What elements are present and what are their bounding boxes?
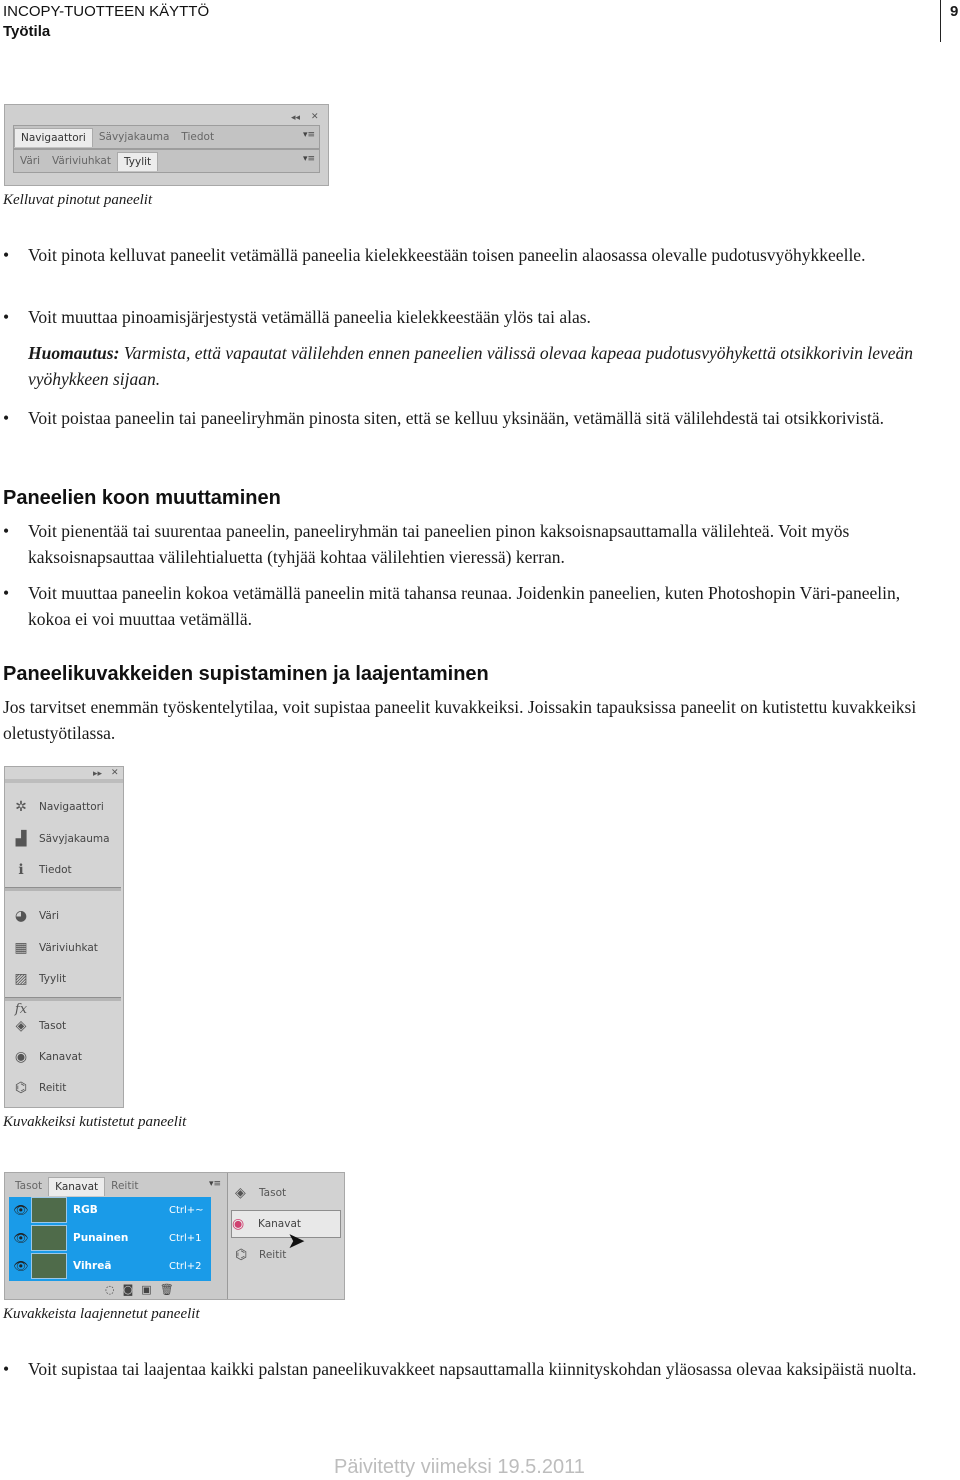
visibility-eye-icon[interactable]: 👁 [13,1259,29,1273]
note-text: Varmista, että vapautat välilehden ennen paneelien välissä olevaa kapeaa pudotusvyöhykettä otsikkorivin leveän vyöhykkeen sijaan. [28,343,914,389]
load-selection-icon[interactable]: ◌ [105,1283,123,1296]
list-item: • Voit pienentää tai suurentaa paneelin, paneeliryhmän tai paneelien pinon kaksoisnapsauttamalla välilehteä. Voit myös kaksoisnapsauttaa välilehtialuetta (tyhjää kohtaa välilehtien vieressä) kerran. [3,521,850,567]
icon-button-label: Tasot [259,1187,287,1199]
collapsed-panels-figure [4,766,124,1108]
visibility-eye-icon[interactable]: 👁 [13,1231,29,1245]
channels-icon: ◉ [14,1049,28,1065]
collapse-arrows-icon[interactable]: ◂◂ [291,113,301,123]
section-title: Työtila [3,23,51,40]
list-item: • Voit muuttaa paneelin kokoa vetämällä paneelin mitä tahansa reunaa. Joidenkin paneelien, kuten Photoshopin Väri-paneelin, kokoa ei voi muuttaa vetämällä. [3,583,901,629]
section-heading: Paneelien koon muuttaminen [3,487,281,509]
panel-icon-kanavat[interactable] [11,1043,82,1071]
visibility-eye-icon[interactable]: 👁 [13,1203,29,1217]
panel-icon-navigaattori[interactable] [11,793,104,821]
list-item: • Voit muuttaa pinoamisjärjestystä vetämällä paneelia kielekkeestään ylös tai alas. [3,307,591,327]
figure-caption: Kuvakkeista laajennetut paneelit [3,1306,200,1322]
panel-icon-vari[interactable] [11,902,59,930]
panel-icon-label: Väriviuhkat [39,942,98,954]
channel-thumbnail [31,1197,67,1223]
document-title: INCOPY-TUOTTEEN KÄYTTÖ [3,3,210,20]
stacked-panels-figure [4,104,329,186]
panel-icon-reitit[interactable] [11,1074,66,1102]
tab-vari[interactable]: Väri [20,155,41,167]
paths-icon: ⌬ [14,1080,28,1096]
panel-icon-tyylit[interactable] [11,965,66,993]
channel-thumbnail [31,1253,67,1279]
note-label: Huomautus: [28,343,120,363]
channel-thumbnail [31,1225,67,1251]
section-heading: Paneelikuvakkeiden supistaminen ja laajentaminen [3,663,489,685]
panel-icon-label: Sävyjakauma [39,833,110,845]
channels-icon: ◉ [232,1216,245,1232]
panel-menu-icon[interactable]: ▾≡ [302,130,315,140]
mouse-cursor-icon: ➤ [287,1229,306,1254]
save-selection-icon[interactable]: ◙ [122,1283,142,1296]
panel-row-1 [13,125,320,149]
paragraph: Jos tarvitset enemmän työskentelytilaa, voit supistaa paneelit kuvakkeiksi. Joissakin tapauksissa paneelit on kutistettu kuvakkeiksi oletustyötilassa. [3,697,917,743]
channel-name: Punainen [73,1232,129,1244]
panel-footer-buttons [105,1283,182,1296]
delete-icon[interactable]: 🗑 [159,1283,182,1296]
new-channel-icon[interactable]: ▣ [141,1283,160,1296]
histogram-icon: ▟ [15,831,27,847]
list-item: • Voit pinota kelluvat paneelit vetämällä paneelia kielekkeestään toisen paneelin alaosassa olevalle pudotusvyöhykkeelle. [3,245,866,265]
info-icon: ℹ [18,862,24,878]
tab-tyylit[interactable]: Tyylit [117,152,158,171]
expanded-panels-figure [4,1172,345,1300]
icon-button-kanavat[interactable] [231,1210,341,1238]
channel-shortcut: Ctrl+~ [169,1204,204,1216]
group-divider [5,887,121,891]
panel-icon-tasot[interactable] [11,1012,66,1040]
tab-reitit[interactable]: Reitit [111,1180,139,1192]
tab-variviuhkat[interactable]: Väriviuhkat [52,155,111,167]
channel-name: RGB [73,1204,98,1216]
panel-menu-icon[interactable]: ▾≡ [302,154,315,164]
expand-arrows-icon[interactable]: ▸▸ [93,769,103,779]
tab-navigaattori[interactable]: Navigaattori [14,128,93,147]
panel-icon-savyjakauma[interactable] [11,825,110,853]
group-divider [5,997,121,1001]
tab-kanavat[interactable]: Kanavat [48,1177,105,1196]
tab-tasot[interactable]: Tasot [15,1180,43,1192]
header-divider [940,0,941,42]
panel-icon-tiedot[interactable] [11,856,72,884]
icon-button-label: Kanavat [258,1218,301,1230]
note [28,340,928,392]
styles-icon: ▨ [14,971,28,987]
navigator-icon: ✲ [15,799,27,815]
layers-icon: ◈ [15,1018,27,1034]
channel-row[interactable] [11,1253,211,1279]
list-item: • Voit poistaa paneelin tai paneeliryhmän pinosta siten, että se kelluu yksinään, vetämällä sitä välilehdestä tai otsikkorivistä. [3,408,884,428]
icon-button-label: Reitit [259,1249,287,1261]
panel-icon-label: Reitit [39,1082,67,1094]
dock-grip[interactable] [5,779,123,783]
channel-row[interactable] [11,1197,211,1223]
panel-row-2 [13,149,320,173]
footer-updated: Päivitetty viimeksi 19.5.2011 [334,1456,585,1478]
panel-icon-label: Tasot [39,1020,67,1032]
layers-icon: ◈ [235,1185,246,1201]
paths-icon: ⌬ [235,1247,248,1263]
channel-shortcut: Ctrl+1 [169,1232,202,1244]
swatches-icon: ▦ [14,940,28,956]
tab-savyjakauma[interactable]: Sävyjakauma [98,131,170,143]
channel-name: Vihreä [73,1260,112,1272]
panel-icon-label: Tiedot [39,864,72,876]
channels-panel [5,1173,228,1299]
page-number: 9 [950,3,959,20]
panel-icon-label: Kanavat [39,1051,82,1063]
close-icon[interactable]: ✕ [311,112,319,122]
color-icon: ◕ [14,908,28,924]
panel-menu-icon[interactable]: ▾≡ [208,1179,221,1189]
fx-icon: fx [14,1001,28,1017]
panel-icon-variviuhkat[interactable] [11,934,98,962]
close-icon[interactable]: ✕ [111,768,119,778]
figure-caption: Kelluvat pinotut paneelit [3,192,153,208]
panel-icon-label: Navigaattori [39,801,104,813]
list-item: • Voit supistaa tai laajentaa kaikki palstan paneelikuvakkeet napsauttamalla kiinnityskohdan yläosassa olevaa kaksipäistä nuolta. [3,1359,917,1379]
channel-row[interactable] [11,1225,211,1251]
figure-caption: Kuvakkeiksi kutistetut paneelit [3,1114,187,1130]
icon-button-tasot[interactable] [235,1181,339,1205]
panel-icon-label: Väri [39,910,60,922]
channel-shortcut: Ctrl+2 [169,1260,202,1272]
tab-tiedot[interactable]: Tiedot [181,131,215,143]
panel-icon-label: Tyylit [39,973,67,985]
